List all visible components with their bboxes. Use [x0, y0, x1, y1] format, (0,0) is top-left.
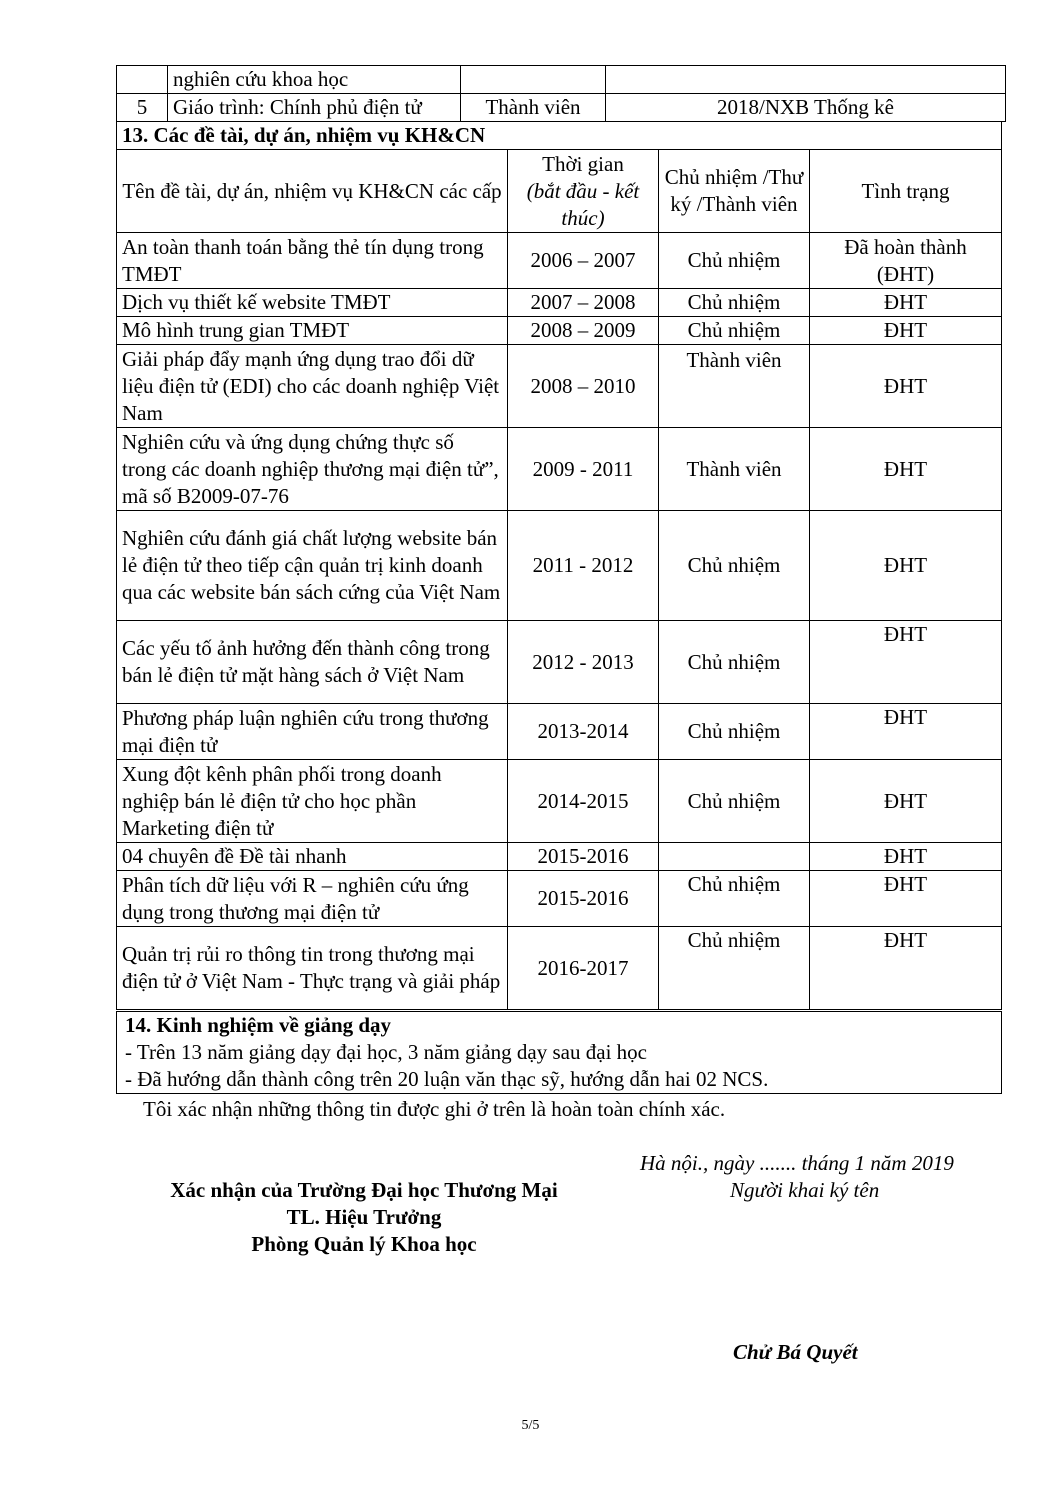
- project-status: ĐHT: [810, 704, 1002, 760]
- projects-table: [116, 121, 1002, 1010]
- table-row: [117, 233, 1002, 289]
- section-13-title: 13. Các đề tài, dự án, nhiệm vụ KH&CN: [117, 122, 1002, 150]
- project-name: Xung đột kênh phân phối trong doanh nghiệp bán lẻ điện tử cho học phần Marketing điện tử: [117, 760, 508, 843]
- project-name: Phương pháp luận nghiên cứu trong thương mại điện tử: [117, 704, 508, 760]
- project-time: 2015-2016: [508, 843, 659, 871]
- project-role: Chủ nhiệm: [659, 317, 810, 345]
- section-title-row: [117, 122, 1002, 150]
- experience-line: - Đã hướng dẫn thành công trên 20 luận văn thạc sỹ, hướng dẫn hai 02 NCS.: [125, 1067, 769, 1091]
- project-time: 2013-2014: [508, 704, 659, 760]
- project-time: 2006 – 2007: [508, 233, 659, 289]
- org-line-2: TL. Hiệu Trưởng: [286, 1205, 442, 1229]
- section-14-cell: [117, 1012, 1002, 1094]
- table-row: [117, 428, 1002, 511]
- table-row: [117, 871, 1002, 927]
- project-status: ĐHT: [810, 760, 1002, 843]
- table-row: [117, 94, 1006, 122]
- table-row: [117, 704, 1002, 760]
- table-row: [117, 511, 1002, 621]
- project-name: Phân tích dữ liệu với R – nghiên cứu ứng dụng trong thương mại điện tử: [117, 871, 508, 927]
- section-14-row: [117, 1012, 1002, 1094]
- project-status: ĐHT: [810, 843, 1002, 871]
- header-time-label: Thời gian: [542, 151, 624, 176]
- table-row: [117, 621, 1002, 704]
- publication-info: 2018/NXB Thống kê: [606, 94, 1006, 122]
- publication-role: Thành viên: [461, 94, 606, 122]
- project-time: 2008 – 2010: [508, 345, 659, 428]
- project-role: Chủ nhiệm: [659, 511, 810, 621]
- organization-confirmation: [148, 1177, 580, 1258]
- table-row: [117, 317, 1002, 345]
- publications-table-continued: [116, 65, 1006, 122]
- confirmation-statement: Tôi xác nhận những thông tin được ghi ở trên là hoàn toàn chính xác.: [143, 1097, 726, 1121]
- project-role: Chủ nhiệm: [659, 927, 810, 1010]
- page-number: 5/5: [521, 1418, 540, 1433]
- publication-role: [461, 66, 606, 94]
- project-time: 2007 – 2008: [508, 289, 659, 317]
- org-line-1: Xác nhận của Trường Đại học Thương Mại: [170, 1178, 558, 1202]
- row-number: 5: [117, 94, 168, 122]
- project-role: Chủ nhiệm: [659, 289, 810, 317]
- project-name: Giải pháp đẩy mạnh ứng dụng trao đổi dữ liệu điện tử (EDI) cho các doanh nghiệp Việt Nam: [117, 345, 508, 428]
- project-time: 2016-2017: [508, 927, 659, 1010]
- project-status: ĐHT: [810, 345, 1002, 428]
- project-role: Chủ nhiệm: [659, 621, 810, 704]
- date-line: Hà nội., ngày ....... tháng 1 năm 2019: [640, 1151, 954, 1175]
- signer-label: Người khai ký tên: [730, 1178, 880, 1202]
- table-row: [117, 843, 1002, 871]
- org-line-3: Phòng Quản lý Khoa học: [251, 1232, 477, 1256]
- table-row: [117, 345, 1002, 428]
- project-role: [659, 843, 810, 871]
- project-time: 2009 - 2011: [508, 428, 659, 511]
- header-time: [508, 150, 659, 233]
- project-name: Dịch vụ thiết kế website TMĐT: [117, 289, 508, 317]
- table-header-row: [117, 150, 1002, 233]
- project-status: ĐHT: [810, 927, 1002, 1010]
- publication-info: [606, 66, 1006, 94]
- project-role: Chủ nhiệm: [659, 871, 810, 927]
- project-name: Các yếu tố ảnh hưởng đến thành công trong bán lẻ điện tử mặt hàng sách ở Việt Nam: [117, 621, 508, 704]
- project-time: 2015-2016: [508, 871, 659, 927]
- project-status: ĐHT: [810, 621, 1002, 704]
- project-name: Quản trị rủi ro thông tin trong thương mại điện tử ở Việt Nam - Thực trạng và giải pháp: [117, 927, 508, 1010]
- project-status: ĐHT: [810, 317, 1002, 345]
- row-number: [117, 66, 168, 94]
- publication-title: Giáo trình: Chính phủ điện tử: [168, 94, 461, 122]
- project-time: 2011 - 2012: [508, 511, 659, 621]
- header-project-name: Tên đề tài, dự án, nhiệm vụ KH&CN các cấp: [117, 150, 508, 233]
- section-14-title: 14. Kinh nghiệm về giảng dạy: [125, 1013, 392, 1037]
- project-name: Nghiên cứu và ứng dụng chứng thực số trong các doanh nghiệp thương mại điện tử”, mã số B2009-07-76: [117, 428, 508, 511]
- project-time: 2012 - 2013: [508, 621, 659, 704]
- project-name: Nghiên cứu đánh giá chất lượng website bán lẻ điện tử theo tiếp cận quản trị kinh doanh qua các website bán sách cứng của Việt Nam: [117, 511, 508, 621]
- project-role: Chủ nhiệm: [659, 704, 810, 760]
- project-role: Chủ nhiệm: [659, 760, 810, 843]
- table-row: [117, 289, 1002, 317]
- table-row: [117, 66, 1006, 94]
- project-role: Thành viên: [659, 428, 810, 511]
- teaching-experience-table: [116, 1011, 1002, 1094]
- project-status: ĐHT: [810, 289, 1002, 317]
- project-time: 2014-2015: [508, 760, 659, 843]
- header-status: Tình trạng: [810, 150, 1002, 233]
- header-role: Chủ nhiệm /Thư ký /Thành viên: [659, 150, 810, 233]
- table-row: [117, 927, 1002, 1010]
- project-status: ĐHT: [810, 871, 1002, 927]
- experience-line: - Trên 13 năm giảng dạy đại học, 3 năm giảng dạy sau đại học: [125, 1040, 647, 1064]
- project-role: Thành viên: [659, 345, 810, 428]
- signer-name: Chử Bá Quyết: [733, 1340, 858, 1364]
- header-time-sub: (bắt đầu - kết thúc): [526, 178, 640, 230]
- project-role: Chủ nhiệm: [659, 233, 810, 289]
- project-status: ĐHT: [810, 428, 1002, 511]
- project-name: An toàn thanh toán bằng thẻ tín dụng trong TMĐT: [117, 233, 508, 289]
- project-name: 04 chuyên đề Đề tài nhanh: [117, 843, 508, 871]
- project-status: Đã hoàn thành (ĐHT): [810, 233, 1002, 289]
- table-row: [117, 760, 1002, 843]
- project-name: Mô hình trung gian TMĐT: [117, 317, 508, 345]
- project-status: ĐHT: [810, 511, 1002, 621]
- project-time: 2008 – 2009: [508, 317, 659, 345]
- publication-title: nghiên cứu khoa học: [168, 66, 461, 94]
